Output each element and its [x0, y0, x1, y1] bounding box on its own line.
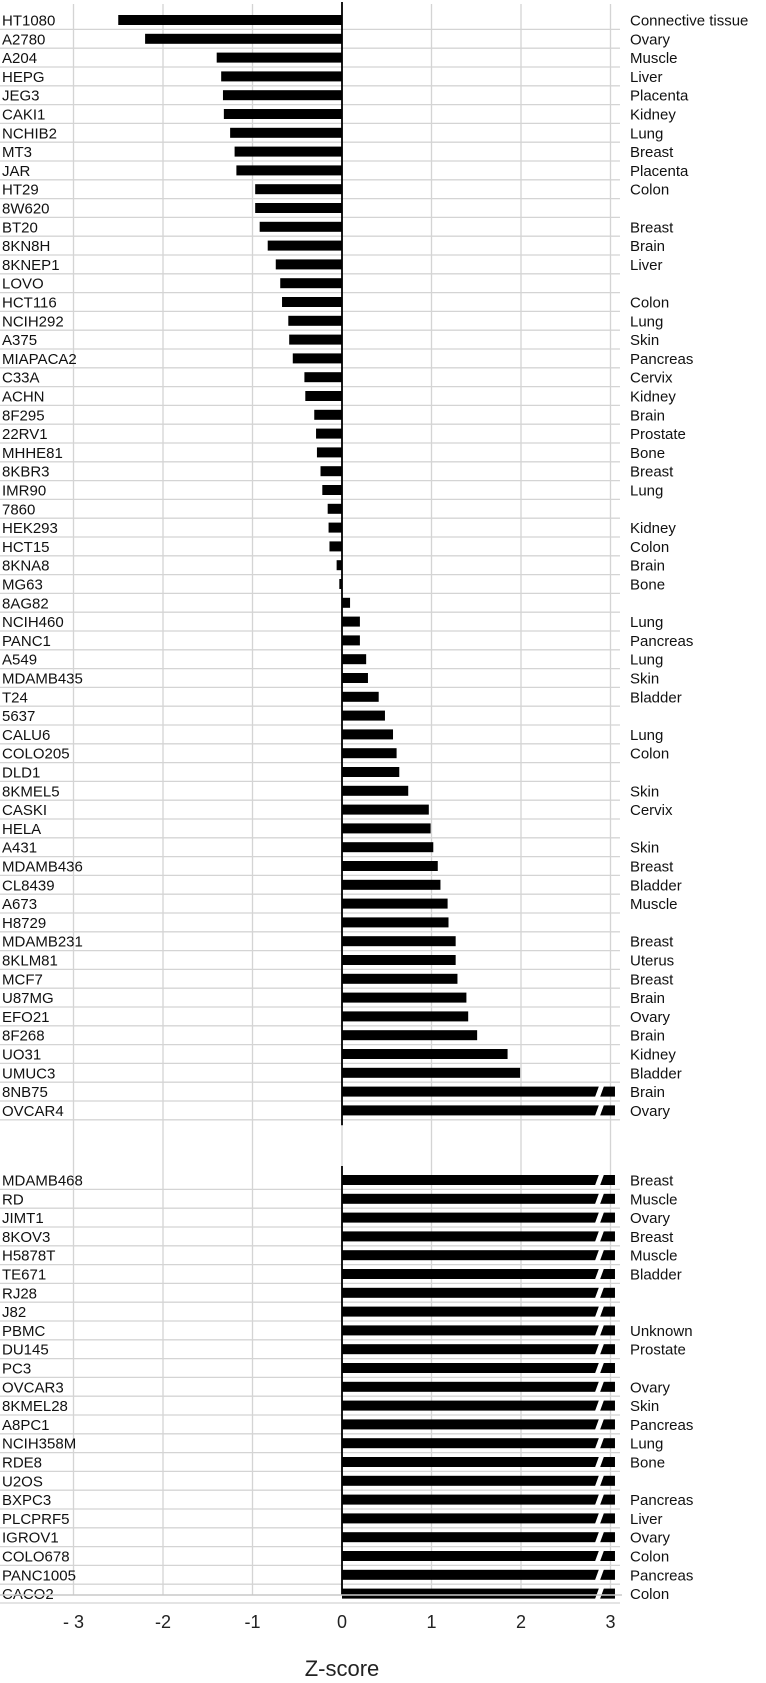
cell-line-label: A673	[2, 896, 38, 914]
bar-JAR	[236, 165, 342, 175]
tissue-label: Lung	[630, 313, 664, 331]
cell-line-label: 8W620	[2, 200, 50, 218]
cell-line-label: 8AG82	[2, 595, 49, 613]
bar-HT1080	[118, 15, 342, 25]
cell-line-label: 8KNA8	[2, 557, 50, 575]
bar-JIMT1	[342, 1213, 615, 1223]
bar-IGROV1	[342, 1532, 615, 1542]
bar-EFO21	[342, 1011, 468, 1021]
cell-line-label: A431	[2, 839, 38, 857]
bar-A375	[289, 335, 342, 345]
bar-HELA	[342, 823, 431, 833]
x-tick-label: -2	[154, 1612, 172, 1632]
cell-line-label: RD	[2, 1191, 24, 1209]
tissue-label: Breast	[630, 463, 674, 481]
cell-line-label: T24	[2, 689, 28, 707]
bar-MCF7	[342, 974, 457, 984]
cell-line-label: RDE8	[2, 1454, 43, 1472]
tissue-label: Bone	[630, 1454, 666, 1472]
cell-line-label: OVCAR4	[2, 1102, 64, 1120]
cell-line-label: A2780	[2, 31, 46, 49]
bar-DU145	[342, 1344, 615, 1354]
tissue-label: Ovary	[630, 1529, 671, 1547]
cell-line-label: MIAPACA2	[2, 350, 77, 368]
cell-line-label: NCIH460	[2, 614, 64, 632]
cell-line-label: CAKI1	[2, 106, 46, 124]
cell-line-label: A549	[2, 651, 38, 669]
bar-PANC1	[342, 635, 360, 645]
tissue-label: Brain	[630, 990, 666, 1008]
tissue-label: Breast	[630, 858, 674, 876]
bar-BXPC3	[342, 1495, 615, 1505]
cell-line-label: HEK293	[2, 520, 58, 538]
cell-line-label: PANC1	[2, 632, 51, 650]
bar-5637	[342, 711, 385, 721]
tissue-label: Breast	[630, 1228, 674, 1246]
cell-line-label: MT3	[2, 144, 32, 162]
tissue-label: Ovary	[630, 31, 671, 49]
bar-PLCPRF5	[342, 1513, 615, 1523]
bar-8KNEP1	[276, 259, 342, 269]
bar-MDAMB231	[342, 936, 456, 946]
tissue-label: Muscle	[630, 896, 678, 914]
tissue-label: Bladder	[630, 1065, 682, 1083]
cell-line-label: U87MG	[2, 990, 54, 1008]
cell-line-label: TE671	[2, 1266, 47, 1284]
tissue-label: Ovary	[630, 1102, 671, 1120]
cell-line-label: 8F295	[2, 407, 45, 425]
bar-7860	[328, 504, 342, 514]
bar-CL8439	[342, 880, 440, 890]
bar-IMR90	[322, 485, 342, 495]
tissue-label: Liver	[630, 68, 663, 86]
bar-MDAMB435	[342, 673, 368, 683]
tissue-label: Colon	[630, 294, 670, 312]
cell-line-label: JIMT1	[2, 1210, 44, 1228]
cell-line-label: HCT116	[2, 294, 57, 312]
bar-HCT116	[282, 297, 342, 307]
bar-MDAMB436	[342, 861, 438, 871]
cell-line-label: COLO678	[2, 1548, 70, 1566]
cell-line-label: PLCPRF5	[2, 1510, 70, 1528]
cell-line-label: EFO21	[2, 1008, 50, 1026]
tissue-label: Breast	[630, 933, 674, 951]
cell-line-label: A375	[2, 332, 38, 350]
tissue-label: Kidney	[630, 106, 676, 124]
bar-A204	[217, 53, 342, 63]
bar-8KLM81	[342, 955, 456, 965]
x-tick-label: 2	[515, 1612, 527, 1632]
cell-line-label: MCF7	[2, 971, 43, 989]
tissue-label: Lung	[630, 125, 664, 143]
tissue-label: Skin	[630, 839, 660, 857]
tissue-label: Liver	[630, 1510, 663, 1528]
cell-line-label: HELA	[2, 820, 42, 838]
bar-8KMEL5	[342, 786, 408, 796]
tissue-label: Lung	[630, 651, 664, 669]
tissue-label: Bladder	[630, 877, 682, 895]
x-axis-title: Z-score	[304, 1656, 380, 1681]
bar-HCT15	[329, 541, 342, 551]
tissue-label: Muscle	[630, 1191, 678, 1209]
bar-PC3	[342, 1363, 615, 1373]
tissue-label: Kidney	[630, 1046, 676, 1064]
tissue-label: Pancreas	[630, 632, 694, 650]
cell-line-label: BT20	[2, 219, 38, 237]
bar-NCIH358M	[342, 1438, 615, 1448]
cell-line-label: ACHN	[2, 388, 45, 406]
tissue-label: Pancreas	[630, 350, 694, 368]
cell-line-label: HT29	[2, 181, 39, 199]
tissue-label: Prostate	[630, 1341, 686, 1359]
bar-UO31	[342, 1049, 508, 1059]
cell-line-label: RJ28	[2, 1285, 38, 1303]
bar-U87MG	[342, 993, 466, 1003]
bar-J82	[342, 1307, 615, 1317]
tissue-label: Placenta	[630, 87, 689, 105]
tissue-label: Brain	[630, 557, 666, 575]
cell-line-label: PC3	[2, 1360, 32, 1378]
cell-line-label: NCIH292	[2, 313, 64, 331]
cell-line-label: J82	[2, 1304, 27, 1322]
cell-line-label: MDAMB435	[2, 670, 83, 688]
tissue-label: Bladder	[630, 689, 682, 707]
bar-CASKI	[342, 805, 429, 815]
bar-COLO678	[342, 1551, 615, 1561]
tissue-label: Lung	[630, 482, 664, 500]
cell-line-label: IGROV1	[2, 1529, 59, 1547]
tissue-label: Uterus	[630, 952, 675, 970]
bar-UMUC3	[342, 1068, 520, 1078]
bar-C33A	[304, 372, 342, 382]
tissue-label: Unknown	[630, 1322, 693, 1340]
cell-line-label: 5637	[2, 708, 36, 726]
cell-line-label: NCHIB2	[2, 125, 58, 143]
tissue-label: Lung	[630, 726, 664, 744]
cell-line-label: DLD1	[2, 764, 41, 782]
bar-ACHN	[305, 391, 342, 401]
tissue-label: Brain	[630, 238, 666, 256]
cell-line-label: 8KBR3	[2, 463, 50, 481]
bar-TE671	[342, 1269, 615, 1279]
bar-COLO205	[342, 748, 397, 758]
cell-line-label: CASKI	[2, 802, 48, 820]
tissue-label: Pancreas	[630, 1567, 694, 1585]
tissue-label: Ovary	[630, 1379, 671, 1397]
tissue-label: Muscle	[630, 1247, 678, 1265]
bar-JEG3	[223, 90, 342, 100]
bar-OVCAR4	[342, 1105, 615, 1115]
tissue-label: Colon	[630, 745, 670, 763]
bar-layer	[118, 15, 615, 1601]
x-tick-label: 3	[605, 1612, 616, 1632]
tissue-label: Cervix	[630, 369, 673, 387]
x-tick-label: -1	[244, 1612, 261, 1632]
cell-line-label: H8729	[2, 914, 47, 932]
bar-MHHE81	[317, 447, 342, 457]
bar-H8729	[342, 917, 449, 927]
bar-CAKI1	[224, 109, 342, 119]
tissue-label: Colon	[630, 1548, 670, 1566]
cell-line-label: OVCAR3	[2, 1379, 64, 1397]
bar-8AG82	[342, 598, 350, 608]
cell-line-label: CALU6	[2, 726, 51, 744]
cell-line-label: JEG3	[2, 87, 40, 105]
tissue-label: Colon	[630, 1586, 670, 1604]
tissue-label: Placenta	[630, 162, 689, 180]
cell-line-label: U2OS	[2, 1473, 43, 1491]
bar-T24	[342, 692, 379, 702]
tissue-label: Skin	[630, 783, 660, 801]
cell-line-label: MG63	[2, 576, 43, 594]
tissue-label: Skin	[630, 670, 660, 688]
bar-CALU6	[342, 729, 393, 739]
bar-8W620	[255, 203, 342, 213]
bar-MDAMB468	[342, 1175, 615, 1185]
bar-RD	[342, 1194, 615, 1204]
bar-BT20	[260, 222, 342, 232]
cell-line-label: 8F268	[2, 1027, 45, 1045]
cell-line-label: 22RV1	[2, 426, 48, 444]
tissue-label: Pancreas	[630, 1416, 694, 1434]
bar-A549	[342, 654, 366, 664]
cell-line-label: COLO205	[2, 745, 70, 763]
cell-line-label: PBMC	[2, 1322, 46, 1340]
tissue-label: Brain	[630, 1084, 666, 1102]
tissue-label: Connective tissue	[630, 12, 749, 30]
tissue-label: Brain	[630, 407, 666, 425]
cell-line-label: HT1080	[2, 12, 56, 30]
cell-line-label: BXPC3	[2, 1492, 52, 1510]
bar-CACO2	[342, 1589, 615, 1599]
cell-line-label: 8NB75	[2, 1084, 48, 1102]
x-tick-label: 0	[336, 1612, 348, 1632]
cell-line-label: LOVO	[2, 275, 44, 293]
tissue-label: Skin	[630, 1398, 660, 1416]
tissue-label: Breast	[630, 971, 674, 989]
tissue-label: Breast	[630, 1172, 674, 1190]
bar-HEPG	[221, 71, 342, 81]
bar-A8PC1	[342, 1419, 615, 1429]
bar-MT3	[235, 147, 342, 157]
cell-line-label: A204	[2, 50, 38, 68]
tissue-label: Brain	[630, 1027, 666, 1045]
bar-8F295	[314, 410, 342, 420]
x-tick-label: - 3	[62, 1612, 85, 1632]
tissue-label: Kidney	[630, 388, 676, 406]
tissue-label: Kidney	[630, 520, 676, 538]
cell-line-label: 8KNEP1	[2, 256, 60, 274]
cell-line-label: UMUC3	[2, 1065, 56, 1083]
cell-line-label: 8KLM81	[2, 952, 58, 970]
bar-PBMC	[342, 1325, 615, 1335]
cell-line-label: HEPG	[2, 68, 45, 86]
bar-HT29	[255, 184, 342, 194]
bar-8NB75	[342, 1087, 615, 1097]
cell-line-label: CL8439	[2, 877, 55, 895]
bar-H5878T	[342, 1250, 615, 1260]
bar-8F268	[342, 1030, 477, 1040]
bar-A431	[342, 842, 433, 852]
tissue-label: Bladder	[630, 1266, 682, 1284]
bar-8KMEL28	[342, 1401, 615, 1411]
tissue-label: Colon	[630, 538, 670, 556]
bar-22RV1	[316, 429, 342, 439]
cell-line-label: C33A	[2, 369, 40, 387]
cell-line-label: MDAMB468	[2, 1172, 83, 1190]
cell-line-label: MDAMB231	[2, 933, 83, 951]
x-tick-label: 1	[426, 1612, 437, 1632]
cell-line-label: MHHE81	[2, 444, 63, 462]
cell-line-label: A8PC1	[2, 1416, 50, 1434]
cell-line-label: IMR90	[2, 482, 47, 500]
bar-HEK293	[329, 523, 342, 533]
cell-line-label: JAR	[2, 162, 31, 180]
bar-NCIH460	[342, 617, 360, 627]
cell-line-label: 8KOV3	[2, 1228, 51, 1246]
tissue-label: Breast	[630, 219, 674, 237]
bar-LOVO	[280, 278, 342, 288]
tissue-label: Colon	[630, 181, 670, 199]
cell-line-label: 8KN8H	[2, 238, 51, 256]
cell-line-label: CACO2	[2, 1586, 54, 1604]
bar-PANC1005	[342, 1570, 615, 1580]
bar-MIAPACA2	[293, 353, 342, 363]
cell-line-label: MDAMB436	[2, 858, 83, 876]
tissue-label: Liver	[630, 256, 663, 274]
cell-line-label: HCT15	[2, 538, 50, 556]
tissue-label: Bone	[630, 444, 666, 462]
bar-NCHIB2	[230, 128, 342, 138]
cell-line-label: 8KMEL5	[2, 783, 60, 801]
tissue-label: Prostate	[630, 426, 686, 444]
bar-U2OS	[342, 1476, 615, 1486]
tissue-label: Bone	[630, 576, 666, 594]
bar-8KBR3	[321, 466, 342, 476]
bar-OVCAR3	[342, 1382, 615, 1392]
bar-A673	[342, 899, 448, 909]
cell-line-label: UO31	[2, 1046, 42, 1064]
bar-A2780	[145, 34, 342, 44]
tissue-label: Lung	[630, 614, 664, 632]
tissue-label: Breast	[630, 144, 674, 162]
cell-line-label: 7860	[2, 501, 36, 519]
cell-line-label: DU145	[2, 1341, 49, 1359]
bar-DLD1	[342, 767, 399, 777]
tissue-label: Muscle	[630, 50, 678, 68]
tissue-label: Pancreas	[630, 1492, 694, 1510]
bar-NCIH292	[288, 316, 342, 326]
bar-RDE8	[342, 1457, 615, 1467]
tissue-label: Lung	[630, 1435, 664, 1453]
cell-line-label: PANC1005	[2, 1567, 76, 1585]
cell-line-label: 8KMEL28	[2, 1398, 68, 1416]
tissue-label: Ovary	[630, 1210, 671, 1228]
cell-line-label: NCIH358M	[2, 1435, 77, 1453]
bar-RJ28	[342, 1288, 615, 1298]
tissue-label: Skin	[630, 332, 660, 350]
bar-8KOV3	[342, 1231, 615, 1241]
tissue-label: Ovary	[630, 1008, 671, 1026]
cell-line-label: H5878T	[2, 1247, 56, 1265]
bar-8KN8H	[268, 241, 342, 251]
tissue-label: Cervix	[630, 802, 673, 820]
